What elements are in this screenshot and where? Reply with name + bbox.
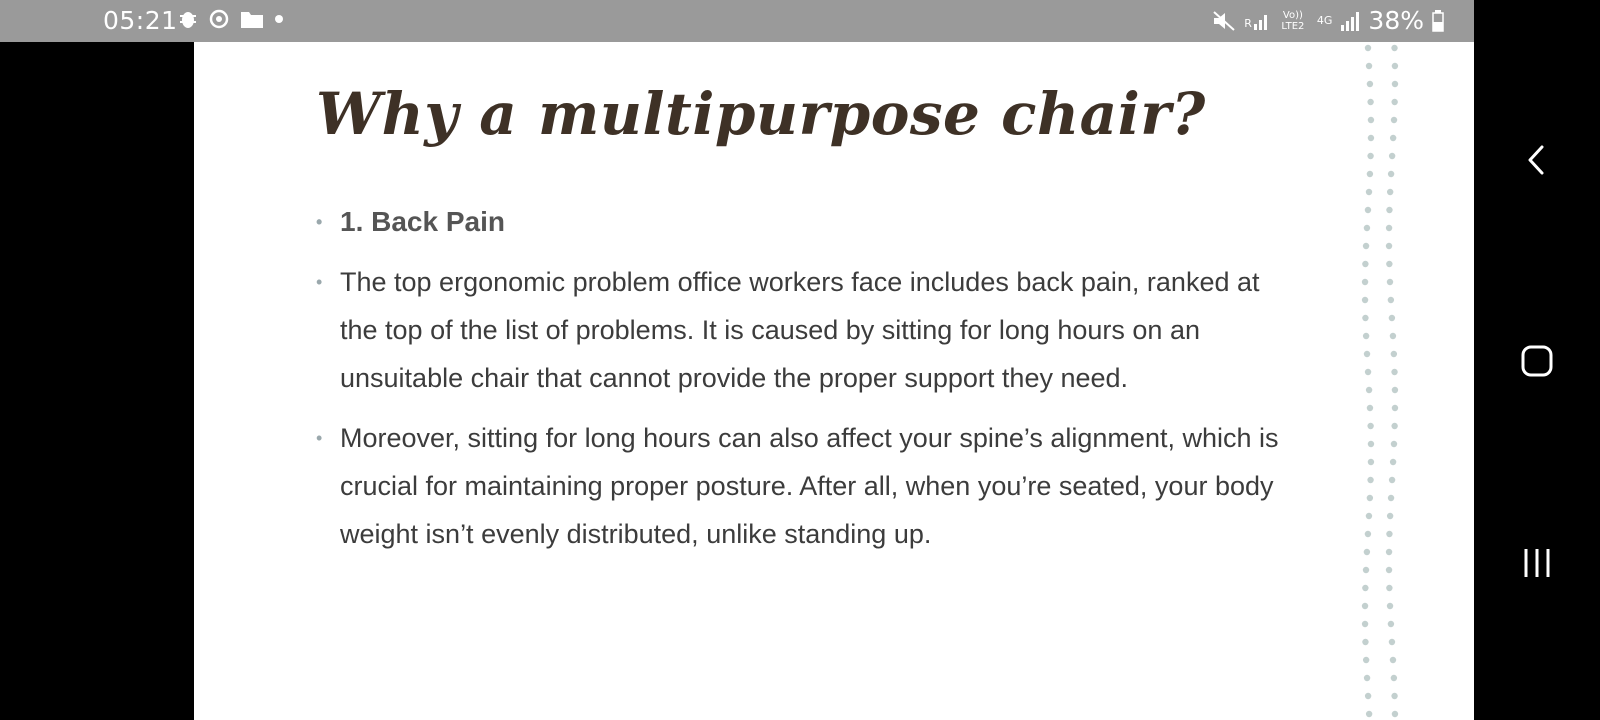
decoration-dot <box>1365 369 1371 375</box>
decoration-dot <box>1368 117 1374 123</box>
decoration-dot <box>1390 459 1396 465</box>
bullet-text: 1. Back Pain <box>340 206 505 237</box>
decoration-dot <box>1367 153 1373 159</box>
decoration-dot <box>1389 315 1395 321</box>
decoration-dot <box>1368 441 1374 447</box>
signal-icon <box>1340 11 1360 31</box>
decoration-dot <box>1367 495 1373 501</box>
decoration-dot <box>1391 45 1397 51</box>
decoration-dot <box>1387 189 1393 195</box>
decoration-dot <box>1392 387 1398 393</box>
4g-icon: 4G <box>1316 14 1333 27</box>
decoration-dot <box>1362 297 1368 303</box>
decoration-dot <box>1362 603 1368 609</box>
battery-percent: 38% <box>1368 6 1424 35</box>
slide-title: Why a multipurpose chair? <box>316 80 1206 148</box>
network-r-label: R <box>1244 16 1252 30</box>
decoration-dot <box>1387 279 1393 285</box>
decoration-dot <box>1392 711 1398 717</box>
decoration-dot <box>1386 207 1392 213</box>
recents-icon[interactable] <box>1514 540 1560 586</box>
decoration-dot <box>1388 495 1394 501</box>
decoration-dot <box>1363 243 1369 249</box>
decoration-dot <box>1391 351 1397 357</box>
decoration-dot <box>1366 387 1372 393</box>
decoration-dot <box>1365 531 1371 537</box>
decoration-dot <box>1390 135 1396 141</box>
decoration-dot <box>1386 549 1392 555</box>
decoration-dot <box>1386 567 1392 573</box>
decoration-dot <box>1368 459 1374 465</box>
navigation-bar <box>1474 0 1600 720</box>
bug-icon <box>178 8 198 30</box>
bullet-dot-icon: • <box>316 272 323 292</box>
status-icons-right <box>1212 6 1444 35</box>
home-icon[interactable] <box>1514 338 1560 384</box>
decoration-dot <box>1391 117 1397 123</box>
decoration-dot <box>1362 585 1368 591</box>
decoration-dot <box>1366 711 1372 717</box>
bullet-item <box>316 198 1286 246</box>
decoration-dot <box>1362 315 1368 321</box>
decoration-dot <box>1366 189 1372 195</box>
decoration-dot <box>1365 693 1371 699</box>
status-icons-left <box>178 8 284 30</box>
status-bar <box>0 0 1474 42</box>
decoration-dot <box>1392 81 1398 87</box>
decoration-dot <box>1364 351 1370 357</box>
decoration-dot <box>1392 405 1398 411</box>
decoration-dot <box>1364 225 1370 231</box>
decoration-dot <box>1363 567 1369 573</box>
back-icon[interactable] <box>1514 137 1560 183</box>
status-time: 05:21 <box>103 6 178 35</box>
decoration-dot <box>1388 297 1394 303</box>
bullet-text: The top ergonomic problem office workers face includes back pain, ranked at the top of the list of problems. It is caused by sitting for long hours on an unsuitable chair that cannot provide the proper support they need. <box>340 267 1260 393</box>
decoration-dot <box>1362 639 1368 645</box>
bullet-item <box>316 414 1286 558</box>
decoration-dot <box>1391 369 1397 375</box>
decoration-dot <box>1362 261 1368 267</box>
decoration-dot <box>1389 153 1395 159</box>
decoration-dot <box>1366 63 1372 69</box>
decoration-dot <box>1389 639 1395 645</box>
dots-decoration <box>1348 42 1408 720</box>
decoration-dot <box>1389 477 1395 483</box>
decoration-dot <box>1367 423 1373 429</box>
decoration-dot <box>1362 279 1368 285</box>
decoration-dot <box>1386 531 1392 537</box>
decoration-dot <box>1364 549 1370 555</box>
decoration-dot <box>1363 657 1369 663</box>
decoration-dot <box>1387 603 1393 609</box>
decoration-dot <box>1366 513 1372 519</box>
decoration-dot <box>1364 675 1370 681</box>
decoration-dot <box>1390 657 1396 663</box>
decoration-dot <box>1365 45 1371 51</box>
decoration-dot <box>1367 477 1373 483</box>
decoration-dot <box>1365 207 1371 213</box>
dot-icon <box>274 14 284 24</box>
decoration-dot <box>1391 675 1397 681</box>
signal-r-icon <box>1244 12 1269 30</box>
bullet-item <box>316 258 1286 402</box>
decoration-dot <box>1390 333 1396 339</box>
volte-icon: Vo)) LTE2 <box>1281 9 1305 32</box>
decoration-dot <box>1367 405 1373 411</box>
decoration-dot <box>1391 441 1397 447</box>
decoration-dot <box>1367 171 1373 177</box>
bullet-dot-icon: • <box>316 428 323 448</box>
decoration-dot <box>1388 171 1394 177</box>
sync-icon <box>208 8 230 30</box>
bullet-text: Moreover, sitting for long hours can also affect your spine’s alignment, which is crucial for maintaining proper posture. After all, when you’re seated, your body weight isn’t evenly distributed, unlike standing up. <box>340 423 1279 549</box>
decoration-dot <box>1391 693 1397 699</box>
battery-icon <box>1432 10 1444 32</box>
slide <box>194 42 1474 720</box>
decoration-dot <box>1363 333 1369 339</box>
decoration-dot <box>1368 135 1374 141</box>
decoration-dot <box>1386 243 1392 249</box>
decoration-dot <box>1387 513 1393 519</box>
folder-icon <box>240 9 264 29</box>
decoration-dot <box>1391 99 1397 105</box>
mute-icon <box>1212 10 1236 32</box>
decoration-dot <box>1367 81 1373 87</box>
decoration-dot <box>1392 63 1398 69</box>
decoration-dot <box>1386 225 1392 231</box>
decoration-dot <box>1386 585 1392 591</box>
decoration-dot <box>1388 621 1394 627</box>
decoration-dot <box>1367 99 1373 105</box>
decoration-dot <box>1362 621 1368 627</box>
bullet-list <box>316 198 1286 570</box>
bullet-dot-icon: • <box>316 212 323 232</box>
decoration-dot <box>1386 261 1392 267</box>
decoration-dot <box>1391 423 1397 429</box>
